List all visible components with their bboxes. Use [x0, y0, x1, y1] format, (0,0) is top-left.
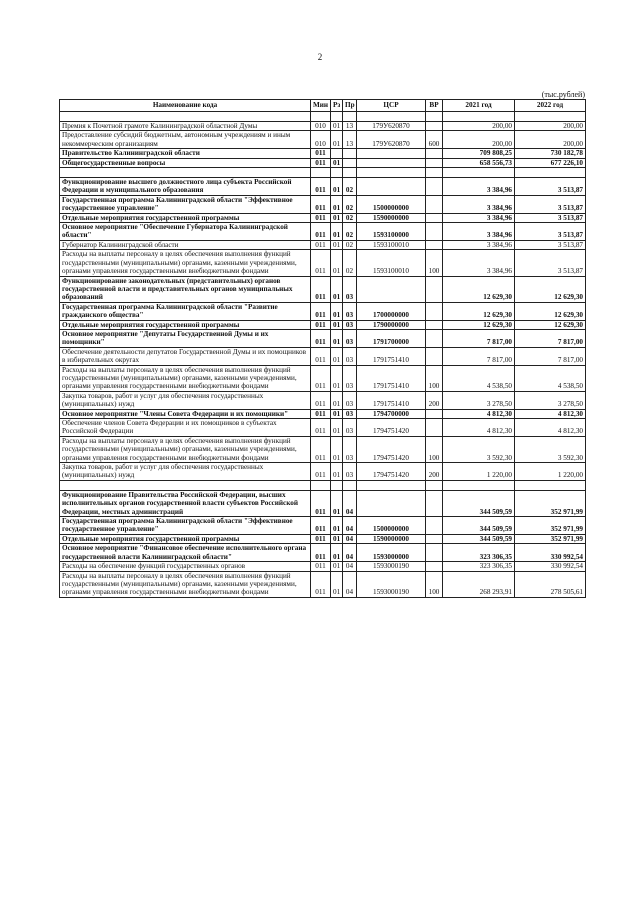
row-2021: 323 306,35 [443, 544, 515, 562]
row-pr: 04 [343, 571, 357, 597]
row-2021: 4 812,30 [443, 409, 515, 418]
row-rz: 01 [331, 347, 343, 365]
table-header-row [60, 100, 586, 112]
row-2021: 200,00 [443, 122, 515, 131]
spacer-cell [357, 480, 426, 490]
row-rz: 01 [331, 534, 343, 543]
row-pr: 03 [343, 391, 357, 409]
row-csr: 1590000000 [357, 534, 426, 543]
row-min: 011 [311, 178, 331, 196]
row-2021: 658 556,73 [443, 158, 515, 167]
row-pr: 02 [343, 223, 357, 241]
table-row [60, 544, 586, 562]
row-vr: 100 [426, 436, 443, 462]
spacer-cell [443, 112, 515, 122]
row-csr [357, 276, 426, 302]
spacer-cell [426, 168, 443, 178]
row-2021: 323 306,35 [443, 562, 515, 571]
table-row [60, 517, 586, 535]
row-min: 011 [311, 223, 331, 241]
row-csr: 179У620870 [357, 122, 426, 131]
spacer-cell [343, 112, 357, 122]
spacer-cell [426, 112, 443, 122]
row-min: 011 [311, 158, 331, 167]
row-csr [357, 149, 426, 158]
row-2021: 4 538,50 [443, 365, 515, 391]
row-min: 011 [311, 409, 331, 418]
row-csr: 1593100010 [357, 250, 426, 276]
row-vr [426, 213, 443, 222]
table-row [60, 213, 586, 222]
row-2022: 3 278,50 [515, 391, 586, 409]
row-csr: 1794751420 [357, 419, 426, 437]
row-name: Государственная программа Калининградской области "Развитие гражданского общества" [60, 302, 311, 320]
header-vr: ВР [426, 100, 443, 112]
table-row [60, 223, 586, 241]
row-rz: 01 [331, 365, 343, 391]
table-row [60, 276, 586, 302]
table-row [60, 534, 586, 543]
row-2021: 709 808,25 [443, 149, 515, 158]
row-min: 011 [311, 544, 331, 562]
row-vr [426, 329, 443, 347]
row-name: Государственная программа Калининградской области "Эффективное государственное управление" [60, 195, 311, 213]
row-vr [426, 544, 443, 562]
row-2022: 1 220,00 [515, 463, 586, 481]
spacer-cell [60, 168, 311, 178]
table-row [60, 240, 586, 249]
row-rz: 01 [331, 409, 343, 418]
row-rz [331, 149, 343, 158]
row-vr [426, 419, 443, 437]
row-name: Функционирование законодательных (представительных) органов государственной власти и представительных органов муниципальных образований [60, 276, 311, 302]
row-min: 011 [311, 490, 331, 516]
table-row [60, 122, 586, 131]
row-2021: 344 509,59 [443, 490, 515, 516]
row-2021: 7 817,00 [443, 329, 515, 347]
row-rz: 01 [331, 329, 343, 347]
row-vr [426, 122, 443, 131]
row-name: Государственная программа Калининградской области "Эффективное государственное управление" [60, 517, 311, 535]
row-pr [343, 149, 357, 158]
row-min: 011 [311, 302, 331, 320]
row-name: Обеспечение членов Совета Федерации и их помощников в субъектах Российской Федерации [60, 419, 311, 437]
row-pr: 04 [343, 534, 357, 543]
row-2022: 4 538,50 [515, 365, 586, 391]
row-name: Отдельные мероприятия государственной программы [60, 213, 311, 222]
row-csr: 1593000190 [357, 562, 426, 571]
row-min: 010 [311, 131, 331, 149]
row-min: 011 [311, 276, 331, 302]
row-vr: 100 [426, 571, 443, 597]
row-min: 011 [311, 562, 331, 571]
row-pr: 03 [343, 329, 357, 347]
table-row [60, 365, 586, 391]
row-2021: 4 812,30 [443, 419, 515, 437]
row-vr: 200 [426, 391, 443, 409]
row-min: 011 [311, 213, 331, 222]
spacer-cell [311, 480, 331, 490]
row-vr [426, 149, 443, 158]
row-csr: 1500000000 [357, 195, 426, 213]
row-pr: 03 [343, 436, 357, 462]
row-csr: 1794751420 [357, 463, 426, 481]
table-spacer [60, 168, 586, 178]
table-row [60, 490, 586, 516]
row-pr: 03 [343, 419, 357, 437]
spacer-cell [515, 480, 586, 490]
spacer-cell [311, 168, 331, 178]
row-rz: 01 [331, 178, 343, 196]
row-2022: 3 513,87 [515, 223, 586, 241]
table-row [60, 463, 586, 481]
row-csr: 1791700000 [357, 329, 426, 347]
row-name: Правительство Калининградской области [60, 149, 311, 158]
header-name: Наименование кода [60, 100, 311, 112]
row-2021: 3 384,96 [443, 195, 515, 213]
row-min: 011 [311, 347, 331, 365]
row-csr: 179У620870 [357, 131, 426, 149]
row-2022: 352 971,99 [515, 534, 586, 543]
header-csr: ЦСР [357, 100, 426, 112]
row-csr: 1590000000 [357, 213, 426, 222]
row-rz: 01 [331, 223, 343, 241]
table-row [60, 409, 586, 418]
row-pr: 03 [343, 463, 357, 481]
row-vr: 600 [426, 131, 443, 149]
row-name: Расходы на выплаты персоналу в целях обеспечения выполнения функций государственными (муниципальными) органами, казенными учреждениями, органами управления государственными внебюджетными фондами [60, 365, 311, 391]
row-vr [426, 534, 443, 543]
table-body [60, 112, 586, 598]
row-2022: 12 629,30 [515, 276, 586, 302]
budget-table [59, 99, 586, 598]
row-2022: 730 182,78 [515, 149, 586, 158]
row-pr: 03 [343, 302, 357, 320]
row-2021: 3 278,50 [443, 391, 515, 409]
row-min: 011 [311, 329, 331, 347]
row-name: Расходы на выплаты персоналу в целях обеспечения выполнения функций государственными (муниципальными) органами, казенными учреждениями, органами управления государственными внебюджетными фондами [60, 436, 311, 462]
row-vr [426, 562, 443, 571]
row-rz: 01 [331, 490, 343, 516]
row-csr: 1593100010 [357, 240, 426, 249]
row-csr: 1700000000 [357, 302, 426, 320]
row-rz: 01 [331, 571, 343, 597]
row-min: 011 [311, 320, 331, 329]
row-name: Основное мероприятие "Финансовое обеспечение исполнительного органа государственной власти Калининградской области" [60, 544, 311, 562]
row-min: 011 [311, 534, 331, 543]
row-rz: 01 [331, 158, 343, 167]
row-min: 011 [311, 240, 331, 249]
spacer-cell [343, 480, 357, 490]
row-2022: 677 226,10 [515, 158, 586, 167]
table-row [60, 158, 586, 167]
row-rz: 01 [331, 302, 343, 320]
row-2022: 3 513,87 [515, 195, 586, 213]
row-2021: 3 592,30 [443, 436, 515, 462]
row-2021: 3 384,96 [443, 250, 515, 276]
row-2021: 200,00 [443, 131, 515, 149]
row-name: Предоставление субсидий бюджетным, автономным учреждениям и иным некоммерческим организациям [60, 131, 311, 149]
row-name: Губернатор Калининградской области [60, 240, 311, 249]
row-pr: 04 [343, 544, 357, 562]
header-2021: 2021 год [443, 100, 515, 112]
row-pr: 02 [343, 250, 357, 276]
spacer-cell [515, 168, 586, 178]
row-min: 011 [311, 391, 331, 409]
row-name: Отдельные мероприятия государственной программы [60, 534, 311, 543]
row-min: 011 [311, 250, 331, 276]
row-pr: 02 [343, 240, 357, 249]
row-rz: 01 [331, 562, 343, 571]
row-pr: 04 [343, 517, 357, 535]
row-vr [426, 320, 443, 329]
row-2022: 4 812,30 [515, 419, 586, 437]
row-rz: 01 [331, 250, 343, 276]
row-name: Закупка товаров, работ и услуг для обеспечения государственных (муниципальных) нужд [60, 463, 311, 481]
row-pr: 03 [343, 409, 357, 418]
row-pr: 03 [343, 276, 357, 302]
unit-label: (тыс.рублей) [541, 90, 585, 99]
row-csr [357, 490, 426, 516]
row-rz: 01 [331, 195, 343, 213]
spacer-cell [515, 112, 586, 122]
row-2022: 3 513,87 [515, 178, 586, 196]
table-row [60, 391, 586, 409]
row-2021: 1 220,00 [443, 463, 515, 481]
row-2021: 3 384,96 [443, 223, 515, 241]
row-min: 011 [311, 436, 331, 462]
table-row [60, 436, 586, 462]
row-vr [426, 276, 443, 302]
row-2021: 12 629,30 [443, 276, 515, 302]
table-row [60, 149, 586, 158]
row-csr: 1593000190 [357, 571, 426, 597]
row-2022: 352 971,99 [515, 490, 586, 516]
row-csr: 1794700000 [357, 409, 426, 418]
row-rz: 01 [331, 122, 343, 131]
row-2022: 7 817,00 [515, 347, 586, 365]
row-name: Основное мероприятие "Депутаты Государственной Думы и их помощники" [60, 329, 311, 347]
row-2022: 200,00 [515, 122, 586, 131]
spacer-cell [343, 168, 357, 178]
spacer-cell [60, 112, 311, 122]
spacer-cell [331, 112, 343, 122]
row-2021: 3 384,96 [443, 213, 515, 222]
row-2022: 352 971,99 [515, 517, 586, 535]
row-vr [426, 490, 443, 516]
row-rz: 01 [331, 517, 343, 535]
row-pr: 02 [343, 213, 357, 222]
row-name: Функционирование высшего должностного лица субъекта Российской Федерации и муниципального образования [60, 178, 311, 196]
row-min: 011 [311, 517, 331, 535]
row-min: 010 [311, 122, 331, 131]
spacer-cell [357, 168, 426, 178]
table-row [60, 571, 586, 597]
row-pr [343, 158, 357, 167]
row-rz: 01 [331, 391, 343, 409]
row-2022: 3 592,30 [515, 436, 586, 462]
row-pr: 03 [343, 365, 357, 391]
row-csr: 1790000000 [357, 320, 426, 329]
table-row [60, 562, 586, 571]
row-rz: 01 [331, 419, 343, 437]
row-min: 011 [311, 365, 331, 391]
row-2022: 7 817,00 [515, 329, 586, 347]
spacer-cell [311, 112, 331, 122]
row-rz: 01 [331, 240, 343, 249]
row-csr [357, 158, 426, 167]
row-2022: 12 629,30 [515, 302, 586, 320]
table-row [60, 329, 586, 347]
row-2021: 344 509,59 [443, 534, 515, 543]
table-row [60, 419, 586, 437]
row-name: Основное мероприятие "Обеспечение Губернатора Калининградской области" [60, 223, 311, 241]
spacer-cell [331, 168, 343, 178]
row-min: 011 [311, 571, 331, 597]
row-2021: 3 384,96 [443, 240, 515, 249]
row-2022: 3 513,87 [515, 213, 586, 222]
row-csr: 1593000000 [357, 544, 426, 562]
table-row [60, 320, 586, 329]
row-csr: 1791751410 [357, 365, 426, 391]
row-csr: 1791751410 [357, 347, 426, 365]
row-2022: 3 513,87 [515, 240, 586, 249]
row-vr [426, 223, 443, 241]
row-vr [426, 195, 443, 213]
row-pr: 03 [343, 320, 357, 329]
row-2021: 3 384,96 [443, 178, 515, 196]
header-min: Мин [311, 100, 331, 112]
row-rz: 01 [331, 463, 343, 481]
row-rz: 01 [331, 213, 343, 222]
row-vr [426, 302, 443, 320]
row-2022: 330 992,54 [515, 562, 586, 571]
table-row [60, 250, 586, 276]
row-rz: 01 [331, 544, 343, 562]
row-csr [357, 178, 426, 196]
row-min: 011 [311, 463, 331, 481]
row-pr: 04 [343, 562, 357, 571]
row-2021: 344 509,59 [443, 517, 515, 535]
row-name: Обеспечение деятельности депутатов Государственной Думы и их помощников в избирательных округах [60, 347, 311, 365]
row-pr: 03 [343, 347, 357, 365]
spacer-cell [443, 480, 515, 490]
row-name: Функционирование Правительства Российской Федерации, высших исполнительных органов государственной власти субъектов Российской Федерации, местных администраций [60, 490, 311, 516]
row-vr: 100 [426, 365, 443, 391]
row-name: Общегосударственные вопросы [60, 158, 311, 167]
row-2022: 12 629,30 [515, 320, 586, 329]
row-2021: 12 629,30 [443, 302, 515, 320]
row-name: Премия к Почетной грамоте Калининградской областной Думы [60, 122, 311, 131]
row-pr: 04 [343, 490, 357, 516]
row-pr: 02 [343, 178, 357, 196]
row-pr: 13 [343, 122, 357, 131]
row-min: 011 [311, 195, 331, 213]
spacer-cell [60, 480, 311, 490]
row-min: 011 [311, 149, 331, 158]
row-rz: 01 [331, 131, 343, 149]
row-csr: 1500000000 [357, 517, 426, 535]
row-rz: 01 [331, 436, 343, 462]
header-2022: 2022 год [515, 100, 586, 112]
row-name: Расходы на выплаты персоналу в целях обеспечения выполнения функций государственными (муниципальными) органами, казенными учреждениями, органами управления государственными внебюджетными фондами [60, 250, 311, 276]
row-vr [426, 517, 443, 535]
row-csr: 1593100000 [357, 223, 426, 241]
row-csr: 1794751420 [357, 436, 426, 462]
header-rz: Рз [331, 100, 343, 112]
row-pr: 02 [343, 195, 357, 213]
row-rz: 01 [331, 320, 343, 329]
row-2022: 278 505,61 [515, 571, 586, 597]
row-rz: 01 [331, 276, 343, 302]
row-vr [426, 158, 443, 167]
row-name: Расходы на выплаты персоналу в целях обеспечения выполнения функций государственными (муниципальными) органами, казенными учреждениями, органами управления государственными внебюджетными фондами [60, 571, 311, 597]
row-2021: 12 629,30 [443, 320, 515, 329]
table-row [60, 302, 586, 320]
row-vr: 200 [426, 463, 443, 481]
table-row [60, 131, 586, 149]
header-pr: Пр [343, 100, 357, 112]
table-row [60, 178, 586, 196]
spacer-cell [443, 168, 515, 178]
row-vr [426, 240, 443, 249]
row-csr: 1791751410 [357, 391, 426, 409]
table-row [60, 195, 586, 213]
row-pr: 13 [343, 131, 357, 149]
table-row [60, 347, 586, 365]
row-name: Расходы на обеспечение функций государственных органов [60, 562, 311, 571]
row-2022: 200,00 [515, 131, 586, 149]
row-vr: 100 [426, 250, 443, 276]
page-number: 2 [317, 52, 323, 62]
row-vr [426, 347, 443, 365]
row-vr [426, 178, 443, 196]
spacer-cell [357, 112, 426, 122]
row-2021: 268 293,91 [443, 571, 515, 597]
spacer-cell [426, 480, 443, 490]
row-name: Основное мероприятие "Члены Совета Федерации и их помощники" [60, 409, 311, 418]
spacer-cell [331, 480, 343, 490]
row-2022: 330 992,54 [515, 544, 586, 562]
row-name: Закупка товаров, работ и услуг для обеспечения государственных (муниципальных) нужд [60, 391, 311, 409]
row-name: Отдельные мероприятия государственной программы [60, 320, 311, 329]
row-2022: 3 513,87 [515, 250, 586, 276]
row-min: 011 [311, 419, 331, 437]
row-vr [426, 409, 443, 418]
table-spacer [60, 112, 586, 122]
row-2021: 7 817,00 [443, 347, 515, 365]
row-2022: 4 812,30 [515, 409, 586, 418]
table-spacer [60, 480, 586, 490]
